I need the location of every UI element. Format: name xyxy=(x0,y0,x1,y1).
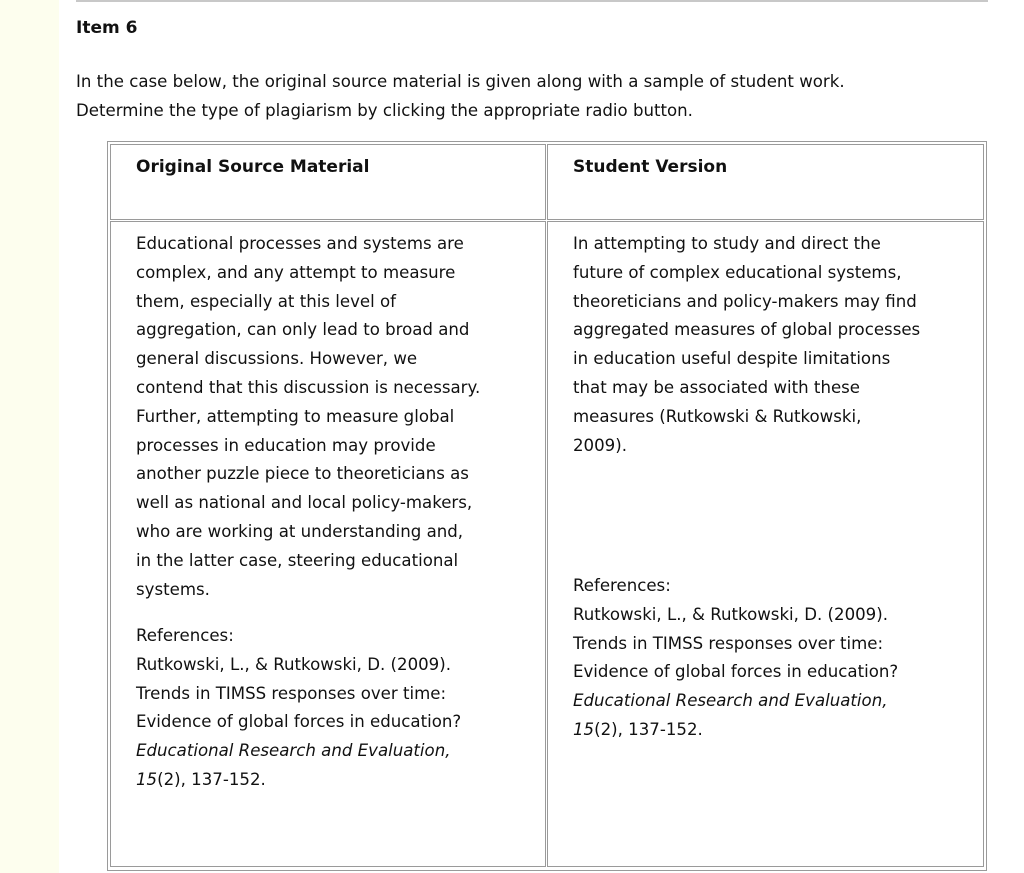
paragraph-line: in the latter case, steering educational xyxy=(136,550,459,570)
reference-volume: 15 xyxy=(573,719,595,739)
reference-line: Rutkowski, L., & Rutkowski, D. (2009). xyxy=(573,604,888,624)
paragraph-line: them, especially at this level of xyxy=(136,291,396,311)
paragraph-line: theoreticians and policy-makers may find xyxy=(573,291,917,311)
paragraph-line: complex, and any attempt to measure xyxy=(136,262,456,282)
paragraph-line: in education useful despite limitations xyxy=(573,349,891,369)
paragraph-line: aggregated measures of global processes xyxy=(573,320,921,340)
left-margin-band xyxy=(0,0,59,873)
student-references xyxy=(573,572,898,745)
original-source-heading: Original Source Material xyxy=(136,157,370,177)
paragraph-line: Further, attempting to measure global xyxy=(136,406,455,426)
reference-line: Rutkowski, L., & Rutkowski, D. (2009). xyxy=(136,654,451,674)
reference-line: Evidence of global forces in education? xyxy=(136,712,462,732)
reference-volume: 15 xyxy=(136,769,158,789)
paragraph-line: contend that this discussion is necessary. xyxy=(136,377,481,397)
instructions-line-2: Determine the type of plagiarism by clicking the appropriate radio button. xyxy=(76,101,693,120)
reference-journal: Educational Research and Evaluation, xyxy=(136,741,451,761)
paragraph-line: systems. xyxy=(136,579,210,599)
reference-line: Trends in TIMSS responses over time: xyxy=(573,633,884,653)
top-divider xyxy=(76,0,988,2)
reference-line: Evidence of global forces in education? xyxy=(573,662,899,682)
reference-pages: (2), 137-152. xyxy=(594,719,703,739)
paragraph-line: future of complex educational systems, xyxy=(573,262,902,282)
reference-journal: Educational Research and Evaluation, xyxy=(573,691,888,711)
paragraph-line: well as national and local policy-makers, xyxy=(136,493,473,513)
paragraph-line: processes in education may provide xyxy=(136,435,436,455)
paragraph-line: that may be associated with these xyxy=(573,377,861,397)
original-source-paragraph xyxy=(136,230,480,604)
student-version-heading: Student Version xyxy=(573,157,728,177)
instructions-line-1: In the case below, the original source material is given along with a sample of student work. xyxy=(76,72,845,91)
paragraph-line: who are working at understanding and, xyxy=(136,521,464,541)
paragraph-line: aggregation, can only lead to broad and xyxy=(136,320,470,340)
references-label: References: xyxy=(136,626,234,645)
references-label: References: xyxy=(573,576,671,595)
reference-pages: (2), 137-152. xyxy=(157,769,266,789)
paragraph-line: In attempting to study and direct the xyxy=(573,234,881,253)
paragraph-line: general discussions. However, we xyxy=(136,349,418,369)
paragraph-line: Educational processes and systems are xyxy=(136,234,464,253)
reference-line: Trends in TIMSS responses over time: xyxy=(136,683,447,703)
paragraph-line: another puzzle piece to theoreticians as xyxy=(136,464,469,484)
paragraph-line: 2009). xyxy=(573,435,627,455)
instructions xyxy=(76,67,976,125)
reference-volume-pages xyxy=(573,716,898,745)
paragraph-line: measures (Rutkowski & Rutkowski, xyxy=(573,406,862,426)
item-title: Item 6 xyxy=(76,18,138,38)
original-references xyxy=(136,622,461,795)
student-version-paragraph xyxy=(573,230,920,460)
reference-volume-pages xyxy=(136,766,461,795)
